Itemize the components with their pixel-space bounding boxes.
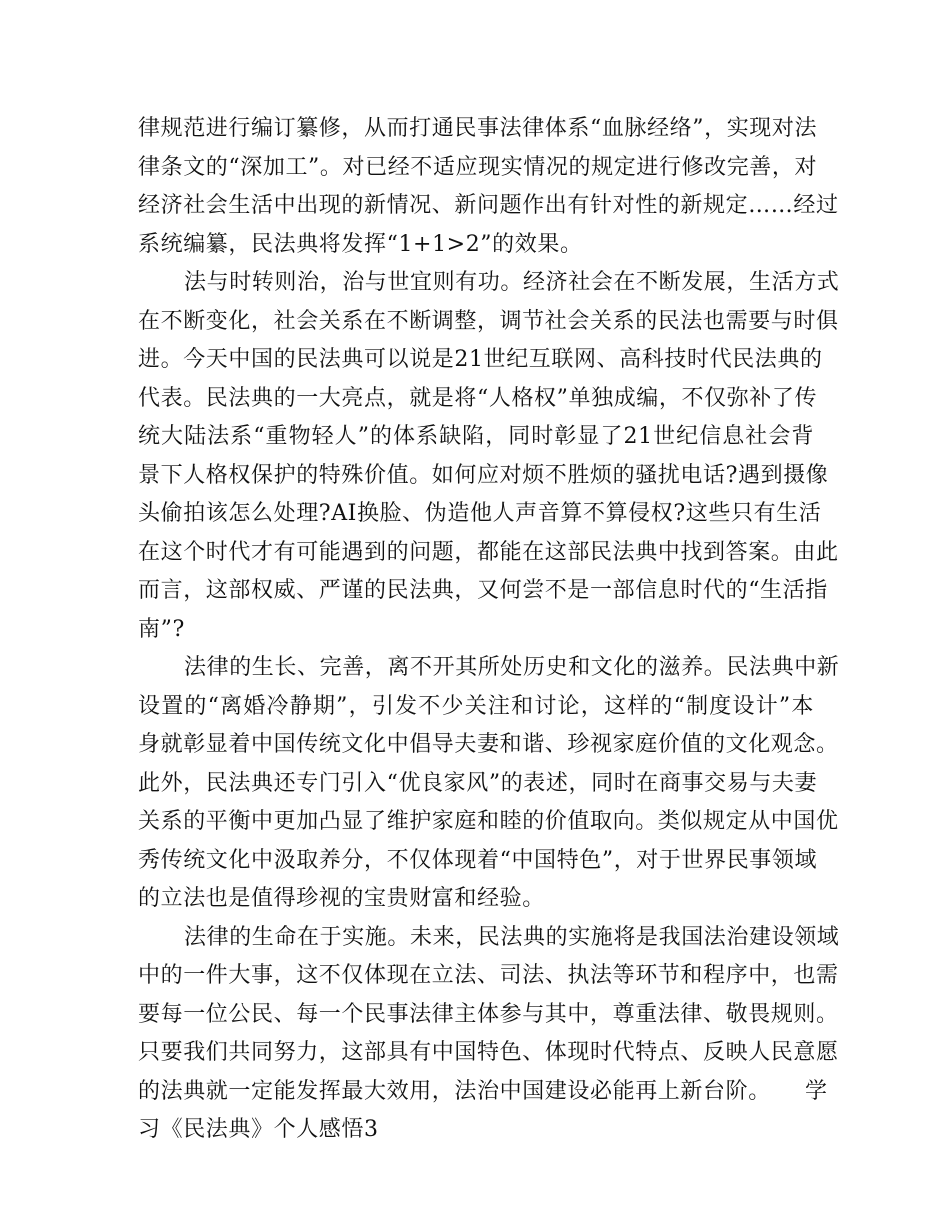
text-line: 中的一件大事，这不仅体现在立法、司法、执法等环节和程序中，也需 — [138, 963, 839, 988]
paragraph-1 — [138, 110, 839, 264]
text-line: 经济社会生活中出现的新情况、新问题作出有针对性的新规定……经过 — [138, 193, 839, 218]
text-line: 法律的生长、完善，离不开其所处历史和文化的滋养。民法典中新 — [184, 655, 840, 680]
text-line: 系统编纂，民法典将发挥“1+1>2”的效果。 — [138, 231, 583, 257]
text-line: 而言，这部权威、严谨的民法典，又何尝不是一部信息时代的“生活指 — [138, 578, 828, 603]
text-line: 此外，民法典还专门引入“优良家风”的表述，同时在商事交易与夫妻 — [138, 770, 818, 796]
text-line: 进。今天中国的民法典可以说是21世纪互联网、高科技时代民法典的 — [138, 347, 823, 372]
text-line: 秀传统文化中汲取养分，不仅体现着“中国特色”，对于世界民事领域 — [138, 847, 818, 873]
text-line: 南”? — [138, 616, 185, 642]
text-line: 法律的生命在于实施。未来，民法典的实施将是我国法治建设领域 — [184, 924, 840, 950]
text-line: 在这个时代才有可能遇到的问题，都能在这部民法典中找到答案。由此 — [138, 539, 839, 565]
text-line: 只要我们共同努力，这部具有中国特色、体现时代特点、反映人民意愿 — [138, 1040, 839, 1065]
text-line: 的法典就一定能发挥最大效用，法治中国建设必能再上新台阶。 学 — [138, 1078, 828, 1104]
text-line: 在不断变化，社会关系在不断调整，调节社会关系的民法也需要与时俱 — [138, 308, 839, 334]
text-line: 头偷拍该怎么处理?AI换脸、伪造他人声音算不算侵权?这些只有生活 — [138, 501, 822, 526]
paragraph-3 — [138, 649, 840, 919]
text-line: 法与时转则治，治与世宜则有功。经济社会在不断发展，生活方式 — [184, 270, 840, 295]
text-line: 设置的“离婚冷静期”，引发不少关注和讨论，这样的“制度设计”本 — [138, 693, 814, 719]
text-line: 律规范进行编订纂修，从而打通民事法律体系“血脉经络”，实现对法 — [138, 116, 818, 141]
paragraph-2 — [138, 264, 840, 649]
paragraph-4 — [138, 919, 840, 1150]
text-line: 要每一位公民、每一个民事法律主体参与其中，尊重法律、敬畏规则。 — [138, 1001, 839, 1027]
text-line: 身就彰显着中国传统文化中倡导夫妻和谐、珍视家庭价值的文化观念。 — [138, 732, 839, 757]
text-line: 代表。民法典的一大亮点，就是将“人格权”单独成编，不仅弥补了传 — [138, 385, 818, 411]
text-line: 关系的平衡中更加凸显了维护家庭和睦的价值取向。类似规定从中国优 — [138, 809, 839, 834]
text-line: 统大陆法系“重物轻人”的体系缺陷，同时彰显了21世纪信息社会背 — [138, 424, 814, 449]
text-line: 的立法也是值得珍视的宝贵财富和经验。 — [138, 886, 545, 911]
text-line: 习《民法典》个人感悟3 — [138, 1117, 379, 1142]
document-body — [138, 110, 840, 1150]
text-line: 景下人格权保护的特殊价值。如何应对烦不胜烦的骚扰电话?遇到摄像 — [138, 462, 829, 488]
text-line: 律条文的“深加工”。对已经不适应现实情况的规定进行修改完善，对 — [138, 154, 818, 180]
